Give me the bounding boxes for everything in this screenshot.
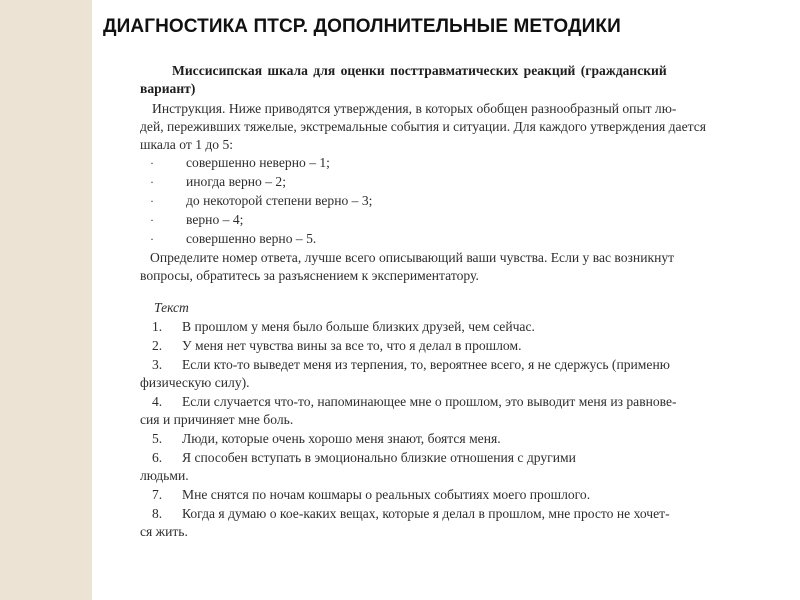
statement-item (140, 393, 765, 429)
statement-number: 3. (152, 357, 163, 372)
instruction-line: Инструкция. Ниже приводятся утверждения, в которых обобщен разнообразный опыт лю- (152, 101, 677, 116)
scale-item (150, 192, 765, 211)
statement-text-continued: ся жить. (140, 524, 188, 539)
scale-item (150, 154, 765, 173)
scale-list (140, 154, 765, 249)
scale-item (150, 211, 765, 230)
statement-item (140, 449, 765, 485)
document-heading-line: Миссисипская шкала для оценки посттравматических реакций (гражданский (172, 63, 667, 78)
scale-item-text: до некоторой степени верно – 3; (186, 193, 373, 208)
statement-number: 6. (152, 450, 163, 465)
statement-text-continued: физическую силу). (140, 375, 250, 390)
document-heading (140, 62, 765, 98)
instruction-line: дей, переживших тяжелые, экстремальные события и ситуации. Для каждого утверждения дается (140, 119, 707, 134)
statement-item (140, 318, 765, 336)
statement-number: 4. (152, 394, 163, 409)
document-heading-line: вариант) (140, 81, 196, 96)
statement-text-continued: людьми. (140, 468, 189, 483)
scale-item-text: совершенно верно – 5. (186, 231, 317, 246)
statement-number: 2. (152, 338, 163, 353)
statement-item (140, 337, 765, 355)
text-section-label: Текст (154, 300, 189, 315)
statement-number: 5. (152, 431, 163, 446)
slide-title: ДИАГНОСТИКА ПТСР. ДОПОЛНИТЕЛЬНЫЕ МЕТОДИКИ (103, 16, 621, 37)
scale-item-text: иногда верно – 2; (186, 174, 287, 189)
statement-text: Мне снятся по ночам кошмары о реальных событиях моего прошлого. (182, 487, 591, 502)
statement-list (140, 318, 765, 541)
statement-text: Если кто-то выведет меня из терпения, то, вероятнее всего, я не сдержусь (применю (182, 357, 670, 372)
statement-text: В прошлом у меня было больше близких друзей, чем сейчас. (182, 319, 535, 334)
statement-number: 7. (152, 487, 163, 502)
bullet-icon: · (150, 175, 154, 189)
statement-text: Люди, которые очень хорошо меня знают, боятся меня. (182, 431, 501, 446)
statement-number: 1. (152, 319, 163, 334)
scale-item (150, 230, 765, 249)
statement-text-continued: сия и причиняет мне боль. (140, 412, 294, 427)
statement-number: 8. (152, 506, 163, 521)
instruction-line: шкала от 1 до 5: (140, 137, 234, 152)
scale-item-text: верно – 4; (186, 212, 244, 227)
scanned-document (140, 62, 765, 542)
statement-item (140, 430, 765, 448)
statement-item (140, 486, 765, 504)
statement-text: У меня нет чувства вины за все то, что я делал в прошлом. (182, 338, 522, 353)
statement-text: Я способен вступать в эмоционально близкие отношения с другими (182, 450, 576, 465)
statement-text: Если случается что-то, напоминающее мне о прошлом, это выводит меня из равнове- (182, 394, 677, 409)
instruction-paragraph (140, 100, 765, 154)
slide-side-strip (0, 0, 96, 600)
note-line: вопросы, обратитесь за разъяснением к экспериментатору. (140, 268, 479, 283)
bullet-icon: · (150, 213, 154, 227)
bullet-icon: · (150, 156, 154, 170)
statement-item (140, 505, 765, 541)
bullet-icon: · (150, 194, 154, 208)
note-paragraph (140, 249, 765, 285)
statement-text: Когда я думаю о кое-каких вещах, которые я делал в прошлом, мне просто не хочет- (182, 506, 670, 521)
scale-item-text: совершенно неверно – 1; (186, 155, 330, 170)
scale-item (150, 173, 765, 192)
note-line: Определите номер ответа, лучше всего описывающий ваши чувства. Если у вас возникнут (150, 250, 675, 265)
bullet-icon: · (150, 232, 154, 246)
statement-item (140, 356, 765, 392)
